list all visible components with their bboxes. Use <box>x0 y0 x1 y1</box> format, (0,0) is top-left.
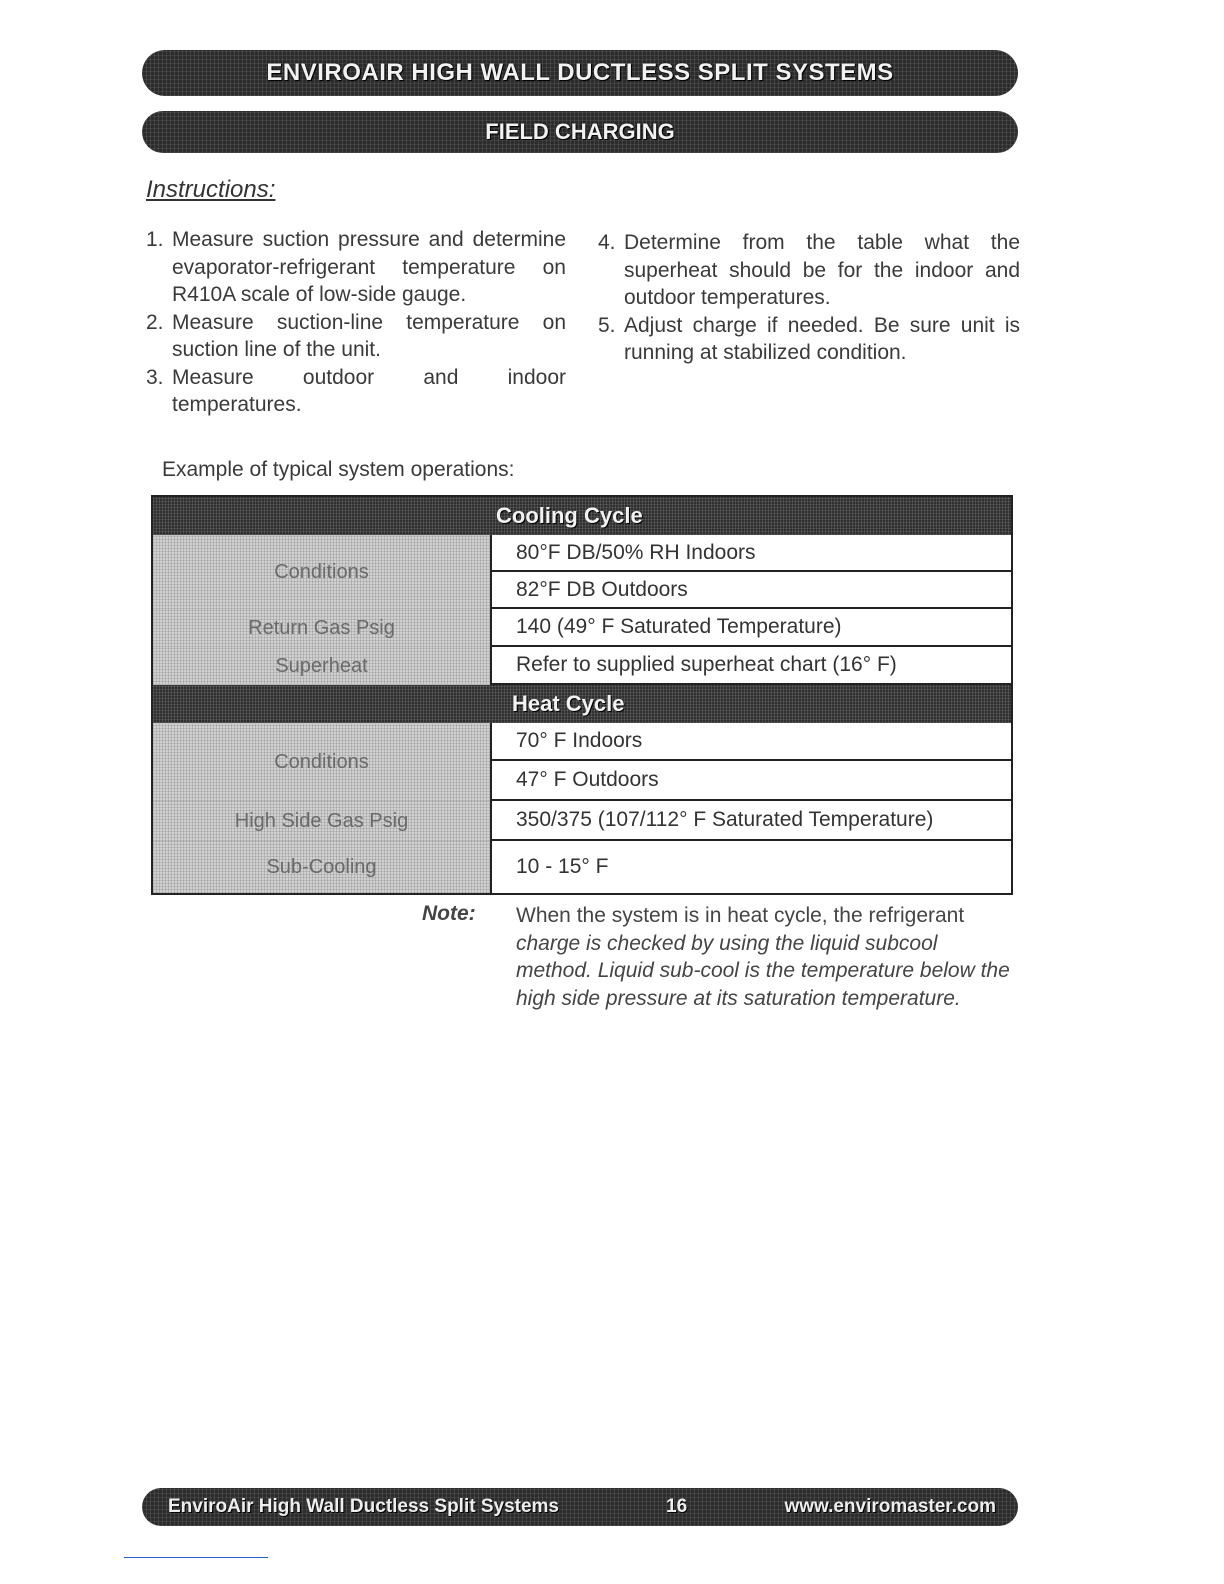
heat-condition-outdoor: 47° F Outdoors <box>490 761 1011 801</box>
superheat-value: Refer to supplied superheat chart (16° F) <box>490 647 1011 685</box>
instruction-step: 4. Determine from the table what the superheat should be for the indoor and outdoor temperatures. <box>598 231 1020 309</box>
heat-conditions-label: Conditions <box>153 723 490 801</box>
cooling-condition-indoor: 80°F DB/50% RH Indoors <box>490 535 1011 572</box>
footer-website-link[interactable]: www.enviromaster.com <box>784 1496 996 1517</box>
instructions-column-left <box>146 226 566 419</box>
cooling-condition-outdoor: 82°F DB Outdoors <box>490 572 1011 609</box>
instructions-column-right <box>598 229 1020 367</box>
instruction-step: 1. Measure suction pressure and determine evaporator-refrigerant temperature on R410A scale of low-side gauge. <box>146 228 566 306</box>
instruction-step: 3. Measure outdoor and indoor temperatures. <box>146 365 566 416</box>
instructions-heading: Instructions: <box>146 176 276 203</box>
page-number: 16 <box>666 1496 688 1517</box>
system-operations-table <box>151 495 1013 895</box>
sub-cooling-label: Sub-Cooling <box>153 841 490 893</box>
return-gas-label: Return Gas Psig <box>153 609 490 647</box>
high-side-gas-label: High Side Gas Psig <box>153 801 490 841</box>
footer-title: EnviroAir High Wall Ductless Split Systems <box>168 1496 560 1517</box>
cooling-cycle-header: Cooling Cycle <box>496 503 643 528</box>
heat-cycle-header: Heat Cycle <box>512 691 625 716</box>
note-text: When the system is in heat cycle, the refrigerant charge is checked by using the liquid subcool method. Liquid sub-cool is the temperature below the high side pressure at its saturation temperature. <box>516 904 1010 1010</box>
instruction-step: 5. Adjust charge if needed. Be sure unit is running at stabilized condition. <box>598 313 1020 364</box>
page-footer <box>142 1488 1018 1526</box>
high-side-gas-value: 350/375 (107/112° F Saturated Temperature) <box>490 801 1011 841</box>
note-label: Note: <box>422 902 476 925</box>
example-label: Example of typical system operations: <box>162 458 515 481</box>
heat-condition-indoor: 70° F Indoors <box>490 723 1011 761</box>
return-gas-value: 140 (49° F Saturated Temperature) <box>490 609 1011 647</box>
section-title-banner: FIELD CHARGING <box>142 111 1018 153</box>
cooling-conditions-label: Conditions <box>153 535 490 609</box>
superheat-label: Superheat <box>153 647 490 685</box>
sub-cooling-value: 10 - 15° F <box>490 841 1011 893</box>
instruction-step: 2. Measure suction-line temperature on suction line of the unit. <box>146 310 566 361</box>
bottom-rule <box>124 1557 268 1558</box>
document-title-banner: ENVIROAIR HIGH WALL DUCTLESS SPLIT SYSTEMS <box>142 50 1018 96</box>
